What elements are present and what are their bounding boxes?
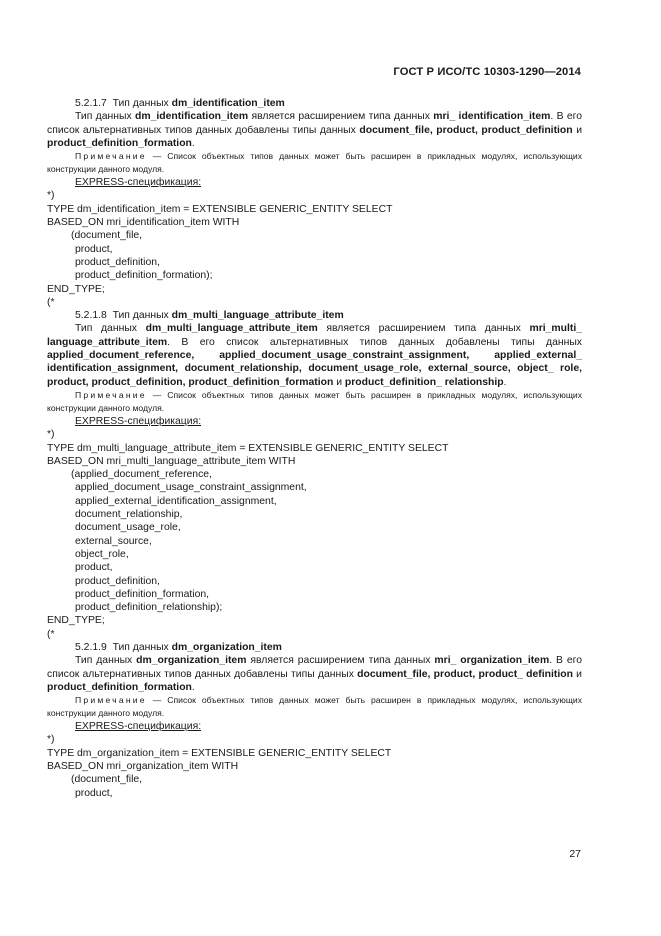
express-label: EXPRESS-спецификация: bbox=[75, 177, 202, 189]
express-code: *) TYPE dm_organization_item = EXTENSIBLE GENERIC_ENTITY SELECT BASED_ON mri_organization_item WITH (document_file, product, bbox=[47, 734, 392, 799]
page-number: 27 bbox=[569, 848, 581, 860]
express-label: EXPRESS-спецификация: bbox=[75, 721, 202, 733]
express-label: EXPRESS-спецификация: bbox=[75, 415, 202, 427]
express-code: *) TYPE dm_identification_item = EXTENSIBLE GENERIC_ENTITY SELECT BASED_ON mri_identification_item WITH (document_file, product, product_definition, product_definition_formation); END_TYPE; (* bbox=[47, 190, 393, 308]
section-heading: 5.2.1.7 Тип данных dm_identification_item bbox=[75, 98, 285, 109]
section-paragraph: Тип данных dm_multi_language_attribute_item является расширением типа данных mri_multi_ language_attribute_item. В его список альтернативных типов данных добавлены типы данных applied_document_reference, applied_document_usage_constraint_assignment, applied_external_ identification_assignment, document_relationship, document_usage_role, external_source, object_ role, product, product_definition, product_definition_formation и product_definition_ relationship. bbox=[47, 323, 582, 388]
section-paragraph: Тип данных dm_identification_item является расширением типа данных mri_ identification_item. В его список альтернативных типов данных добавлены типы данных document_file, product, product_definition и product_definition_formation. bbox=[47, 111, 582, 149]
note: Примечание — Список объектных типов данных может быть расширен в прикладных модулях, использующих конструкции данного модуля. bbox=[47, 389, 582, 413]
section-paragraph: Тип данных dm_organization_item является расширением типа данных mri_ organization_item. В его список альтернативных типов данных добавлены типы данных document_file, product, product_ definition и product_definition_formation. bbox=[47, 655, 583, 693]
note: Примечание — Список объектных типов данных может быть расширен в прикладных модулях, использующих конструкции данного модуля. bbox=[47, 695, 582, 719]
section-heading: 5.2.1.9 Тип данных dm_organization_item bbox=[75, 641, 282, 653]
express-code: *) TYPE dm_multi_language_attribute_item = EXTENSIBLE GENERIC_ENTITY SELECT BASED_ON mri_multi_language_attribute_item WITH (applied_document_reference, applied_document_usage_constraint_assignment, applied_external_identification_assignment, document_relationship, document_usage_role, external_source, object_role, product, product_definition, product_definition_formation, product_definition_relationship); END_TYPE; (* bbox=[47, 429, 449, 640]
note: Примечание — Список объектных типов данных может быть расширен в прикладных модулях, использующих конструкции данного модуля. bbox=[47, 151, 582, 175]
page-content bbox=[47, 97, 582, 800]
section-heading: 5.2.1.8 Тип данных dm_multi_language_attribute_item bbox=[75, 310, 344, 322]
document-header: ГОСТ Р ИСО/ТС 10303-1290—2014 bbox=[393, 66, 581, 78]
